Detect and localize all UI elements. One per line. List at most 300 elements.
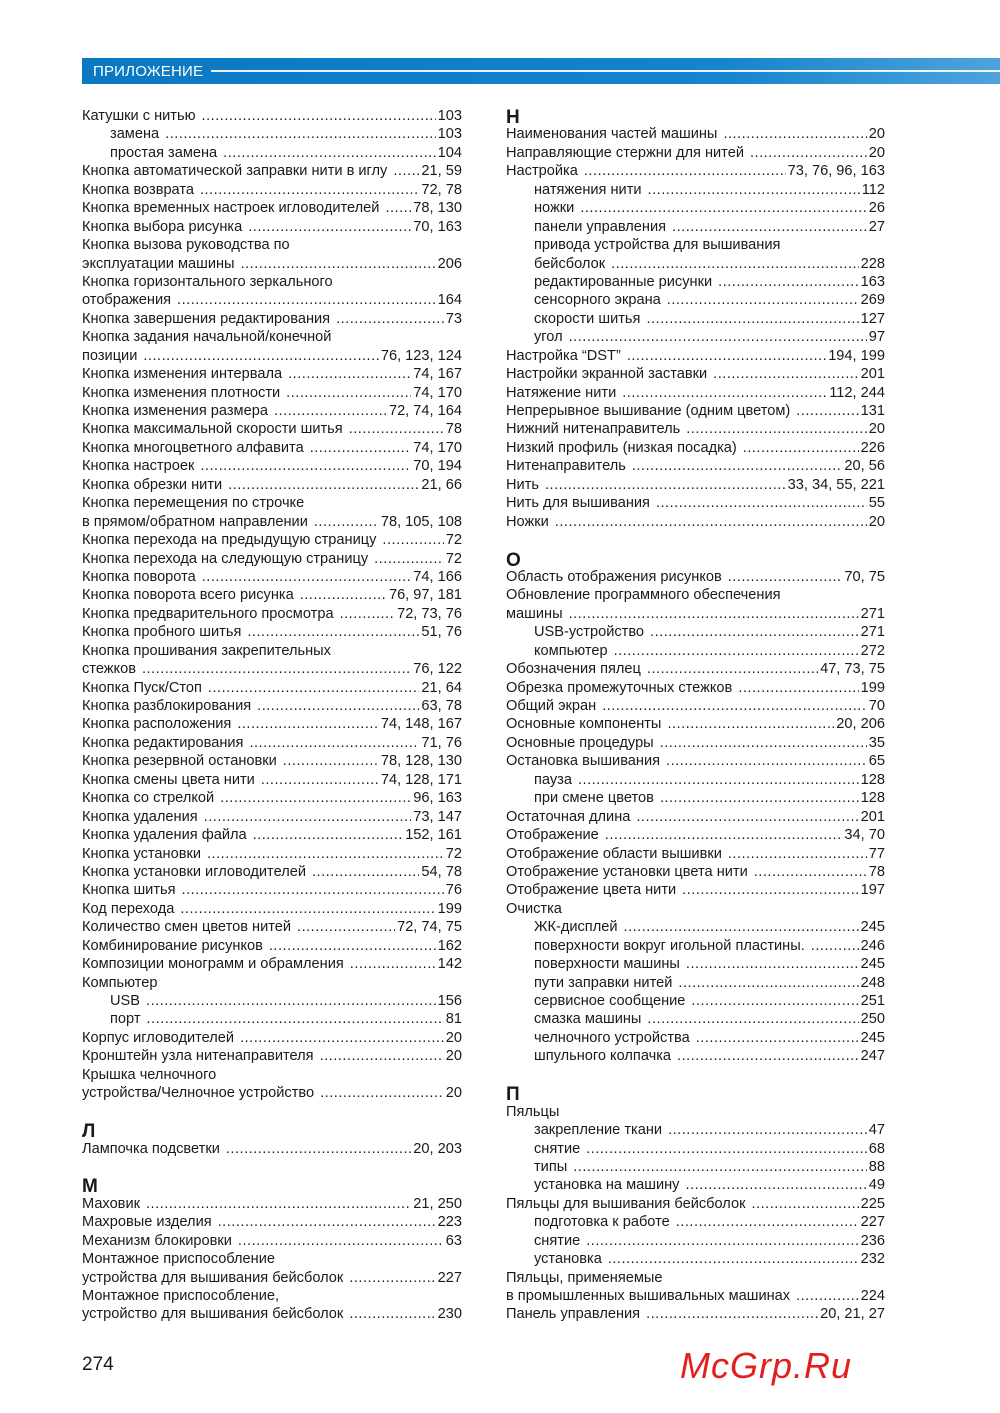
dot-leader [656,494,867,512]
index-subentry [506,218,885,236]
entry-term: Кнопка редактирования [82,734,244,751]
entry-pages: 76, 123, 124 [380,347,462,364]
dot-leader [678,974,858,992]
entry-term: Кнопка поворота [82,568,196,585]
dot-leader [682,881,858,899]
dot-leader [738,679,858,697]
entry-pages: 70, 163 [413,218,462,235]
entry-pages: 96, 163 [413,790,462,807]
entry-term: Пяльцы [506,1103,560,1120]
dot-leader [569,328,867,346]
entry-pages: 197 [860,882,885,899]
dot-leader [584,162,786,180]
index-subentry [82,144,462,162]
entry-term: привода устройства для вышивания [534,237,781,254]
dot-leader [204,808,412,826]
entry-term: Кнопка установки [82,845,201,862]
entry-pages: 78 [868,863,885,880]
index-entry [82,365,462,383]
entry-pages: 74, 166 [413,568,462,585]
dot-leader [182,881,444,899]
index-entry [82,402,462,420]
index-entry [82,1232,462,1250]
index-entry [506,1195,885,1213]
entry-pages: 97 [868,329,885,346]
entry-term: Монтажное приспособление, [82,1288,280,1304]
index-entry [506,568,885,586]
index-entry [82,1269,462,1287]
index-entry [82,1047,462,1065]
entry-term: поверхности машины [534,956,680,973]
index-subentry [506,1232,885,1250]
entry-pages: 20, 56 [844,458,885,475]
index-subentry [506,291,885,309]
dot-leader [545,476,786,494]
entry-pages: 70, 194 [413,458,462,475]
entry-pages: 72 [445,845,462,862]
index-entry [506,439,885,457]
index-entry [506,494,885,512]
dot-leader [261,771,379,789]
letter-heading: Л [82,1121,96,1143]
page-number: 274 [82,1354,114,1375]
entry-pages: 245 [860,1029,885,1046]
entry-pages: 72, 73, 76 [397,605,462,622]
entry-pages: 78, 128, 130 [380,753,462,770]
dot-leader [728,845,867,863]
dot-leader [667,715,834,733]
entry-pages: 73, 147 [413,808,462,825]
entry-pages: 269 [860,292,885,309]
index-subentry [82,1010,462,1028]
dot-leader [796,1287,859,1305]
entry-term: Основные компоненты [506,716,662,733]
dot-leader [578,771,859,789]
dot-leader [660,734,867,752]
entry-pages: 194, 199 [828,347,885,364]
dot-leader [686,955,859,973]
index-entry [506,845,885,863]
index-entry [506,420,885,438]
entry-pages: 162 [437,937,462,954]
index-entry [506,144,885,162]
dot-leader [754,863,867,881]
dot-leader [622,384,827,402]
entry-term: снятие [534,1232,581,1249]
dot-leader [668,1121,867,1139]
dot-leader [349,1305,435,1323]
entry-pages: 74, 167 [413,366,462,383]
index-entry [82,605,462,623]
entry-term: Кнопка резервной остановки [82,753,277,770]
dot-leader [667,291,859,309]
entry-pages: 232 [860,1251,885,1268]
entry-term: Кнопка шитья [82,882,176,899]
entry-pages: 71, 76 [421,734,462,751]
index-entry [82,697,462,715]
index-entry [506,125,885,143]
entry-term: установка [534,1251,602,1268]
dot-leader [686,420,867,438]
index-entry [82,1250,462,1268]
dot-leader [672,218,867,236]
dot-leader [228,476,419,494]
entry-term: Кнопка автоматической заправки нити в иглу [82,163,388,180]
entry-term: Кнопка поворота всего рисунка [82,587,294,604]
index-entry [506,679,885,697]
index-entry [82,1195,462,1213]
dot-leader [241,255,436,273]
entry-term: Наименования частей машины [506,126,718,143]
entry-pages: 20 [868,126,885,143]
dot-leader [286,384,411,402]
dot-leader [269,937,436,955]
entry-pages: 72 [445,532,462,549]
entry-term: Направляющие стержни для нитей [506,144,744,161]
index-entry [82,863,462,881]
entry-term: сенсорного экрана [534,292,661,309]
entry-term: снятие [534,1140,581,1157]
header-rule [211,70,1000,72]
index-subentry [82,125,462,143]
index-entry [82,310,462,328]
index-subentry [506,236,885,254]
entry-term: угол [534,329,563,346]
spacer [82,1158,462,1176]
entry-pages: 78, 105, 108 [380,513,462,530]
index-subentry [506,771,885,789]
entry-pages: 55 [868,495,885,512]
index-column-left [82,107,462,1324]
entry-term: поверхности вокруг игольной пластины. [534,937,805,954]
index-entry [82,808,462,826]
dot-leader [685,1176,866,1194]
entry-pages: 128 [860,790,885,807]
dot-leader [627,347,826,365]
letter-heading: М [82,1176,98,1198]
dot-leader [646,310,858,328]
entry-term: устройства для вышивания бейсболок [82,1269,344,1286]
entry-term: пути заправки нитей [534,974,673,991]
index-entry [82,1084,462,1102]
entry-term: Кнопка выбора рисунка [82,218,243,235]
index-entry [506,808,885,826]
entry-term: Основные процедуры [506,734,654,751]
entry-term: Кронштейн узла нитенаправителя [82,1048,314,1065]
index-entry [506,1305,885,1323]
entry-pages: 199 [860,679,885,696]
entry-pages: 245 [860,919,885,936]
entry-pages: 226 [860,439,885,456]
dot-leader [750,144,867,162]
entry-pages: 27 [868,218,885,235]
dot-leader [385,199,411,217]
dot-leader [314,513,379,531]
entry-term: панели управления [534,218,667,235]
entry-pages: 72, 74, 164 [388,403,462,419]
entry-term: машины [506,605,563,622]
entry-term: Нить [506,476,539,493]
index-entry [506,660,885,678]
index-subentry [506,1121,885,1139]
entry-term: редактированные рисунки [534,273,713,290]
entry-pages: 103 [437,126,462,143]
entry-pages: 246 [860,937,885,954]
entry-term: Кнопка изменения плотности [82,384,281,401]
entry-term: Низкий профиль (низкая посадка) [506,439,737,456]
index-entry [82,513,462,531]
index-entry [82,420,462,438]
index-subentry [506,1140,885,1158]
entry-pages: 72 [445,550,462,567]
dot-leader [257,697,419,715]
entry-pages: 112 [861,181,885,198]
index-entry [506,1103,885,1121]
dot-leader [312,863,419,881]
dot-leader [677,1047,859,1065]
dot-leader [165,125,436,143]
entry-term: Отображение цвета нити [506,882,677,899]
index-entry [506,586,885,604]
entry-pages: 81 [445,1011,462,1028]
entry-pages: 201 [860,808,885,825]
index-entry [82,531,462,549]
index-entry [506,900,885,918]
entry-term: Маховик [82,1195,140,1212]
entry-term: простая замена [110,144,218,161]
entry-pages: 76, 122 [413,661,462,678]
dot-leader [614,642,859,660]
index-entry [82,771,462,789]
dot-leader [247,623,419,641]
index-entry [82,881,462,899]
index-entry [82,568,462,586]
entry-term: стежков [82,661,136,678]
entry-pages: 47, 73, 75 [820,661,885,678]
entry-pages: 152, 161 [405,827,462,844]
dot-leader [555,513,867,531]
dot-leader [646,1305,818,1323]
entry-term: Нить для вышивания [506,495,650,512]
index-entry [82,550,462,568]
index-entry [82,255,462,273]
entry-pages: 103 [437,108,462,124]
entry-term: Отображение области вышивки [506,845,722,862]
entry-pages: 51, 76 [421,624,462,641]
letter-heading: О [506,549,521,571]
dot-leader [624,918,859,936]
dot-leader [240,1029,444,1047]
entry-pages: 230 [437,1306,462,1323]
dot-leader [676,1213,859,1231]
dot-leader [586,1232,858,1250]
entry-pages: 224 [860,1288,885,1304]
entry-term: Кнопка перехода на следующую страницу [82,550,369,567]
index-entry [82,918,462,936]
entry-term: натяжения нити [534,181,642,198]
index-subentry [506,955,885,973]
entry-pages: 199 [437,900,462,917]
index-entry [82,955,462,973]
dot-leader [283,752,379,770]
dot-leader [393,162,419,180]
index-entry [82,291,462,309]
dot-leader [180,900,435,918]
index-subentry [82,992,462,1010]
entry-term: челночного устройства [534,1029,690,1046]
entry-pages: 74, 148, 167 [380,716,462,733]
entry-pages: 21, 250 [413,1195,462,1212]
dot-leader [248,218,411,236]
entry-pages: 20, 206 [836,716,885,733]
entry-pages: 35 [868,734,885,751]
entry-term: в промышленных вышивальных машинах [506,1288,791,1304]
entry-term: Кнопка пробного шитья [82,624,242,641]
entry-pages: 20 [445,1029,462,1046]
dot-leader [208,679,420,697]
index-entry [82,789,462,807]
index-entry [506,347,885,365]
letter-heading: Н [506,107,520,128]
index-entry [506,365,885,383]
index-entry [82,937,462,955]
entry-pages: 227 [860,1214,885,1231]
spacer [506,531,885,549]
index-entry [82,273,462,291]
dot-leader [200,457,411,475]
index-entry [82,107,462,125]
index-entry [82,328,462,346]
entry-pages: 128 [860,771,885,788]
index-subentry [506,1010,885,1028]
index-subentry [506,937,885,955]
entry-term: Кнопка горизонтального зеркального [82,273,333,290]
dot-leader [320,1084,444,1102]
entry-pages: 236 [860,1232,885,1249]
entry-term: порт [110,1011,141,1028]
dot-leader [580,199,866,217]
dot-leader [147,1010,444,1028]
entry-term: Катушки с нитью [82,108,196,124]
dot-leader [249,734,419,752]
dot-leader [650,623,859,641]
entry-pages: 76 [445,882,462,899]
entry-term: Монтажное приспособление [82,1251,275,1268]
entry-term: Код перехода [82,900,175,917]
entry-pages: 21, 66 [421,476,462,493]
index-entry [506,752,885,770]
entry-pages: 74, 128, 171 [380,771,462,788]
entry-term: Отображение установки цвета нити [506,863,748,880]
entry-pages: 225 [860,1195,885,1212]
entry-pages: 26 [868,200,885,217]
entry-term: Натяжение нити [506,384,617,401]
dot-leader [647,1010,858,1028]
index-entry [82,218,462,236]
dot-leader [743,439,859,457]
dot-leader [320,1047,444,1065]
dot-leader [177,291,436,309]
entry-term: Кнопка завершения редактирования [82,310,331,327]
index-entry [82,715,462,733]
entry-term: Кнопка смены цвета нити [82,771,255,788]
index-subentry [506,623,885,641]
index-entry [82,1140,462,1158]
index-entry [506,715,885,733]
dot-leader [350,955,436,973]
index-entry [82,236,462,254]
index-subentry [506,642,885,660]
index-entry [506,826,885,844]
entry-term: Непрерывное вышивание (одним цветом) [506,403,791,419]
index-entry [82,586,462,604]
entry-term: Композиции монограмм и обрамления [82,956,344,973]
entry-pages: 63, 78 [421,698,462,714]
entry-term: пауза [534,771,572,788]
entry-term: Кнопка разблокирования [82,698,252,714]
dot-leader [142,660,411,678]
index-entry [506,697,885,715]
index-entry [506,402,885,420]
entry-term: Кнопка многоцветного алфавита [82,439,304,456]
dot-leader [218,1213,436,1231]
entry-pages: 77 [868,845,885,862]
entry-term: Кнопка вызова руководства по [82,237,290,254]
entry-pages: 20 [868,513,885,530]
dot-leader [569,605,859,623]
index-entry [506,513,885,531]
dot-leader [605,826,843,844]
index-entry [82,623,462,641]
entry-term: эксплуатации машины [82,255,235,272]
entry-pages: 78, 130 [413,200,462,217]
dot-leader [146,992,436,1010]
dot-leader [336,310,444,328]
dot-leader [310,439,412,457]
dot-leader [288,365,411,383]
entry-pages: 54, 78 [421,863,462,880]
entry-pages: 247 [860,1048,885,1065]
entry-term: Кнопка обрезки нити [82,476,223,493]
entry-pages: 164 [437,292,462,309]
entry-term: замена [110,126,160,143]
dot-leader [207,845,444,863]
dot-leader [636,808,858,826]
index-subentry [506,181,885,199]
entry-term: Кнопка перехода на предыдущую страницу [82,532,377,549]
index-entry [82,162,462,180]
entry-pages: 104 [437,144,462,161]
index-subentry [506,328,885,346]
entry-pages: 201 [860,366,885,383]
letter-heading: П [506,1084,520,1106]
watermark: McGrp.Ru [680,1345,853,1386]
dot-leader [611,255,859,273]
entry-pages: 271 [860,605,885,622]
entry-pages: 73 [445,310,462,327]
entry-term: Кнопка максимальной скорости шитья [82,421,343,438]
index-subentry [506,789,885,807]
entry-pages: 20, 21, 27 [820,1306,885,1323]
dot-leader [796,402,858,420]
index-subentry [506,1047,885,1065]
entry-pages: 271 [860,624,885,641]
dot-leader [608,1250,859,1268]
entry-term: подготовка к работе [534,1214,670,1231]
index-entry [82,181,462,199]
entry-term: Кнопка настроек [82,458,195,475]
entry-term: сервисное сообщение [534,993,686,1009]
